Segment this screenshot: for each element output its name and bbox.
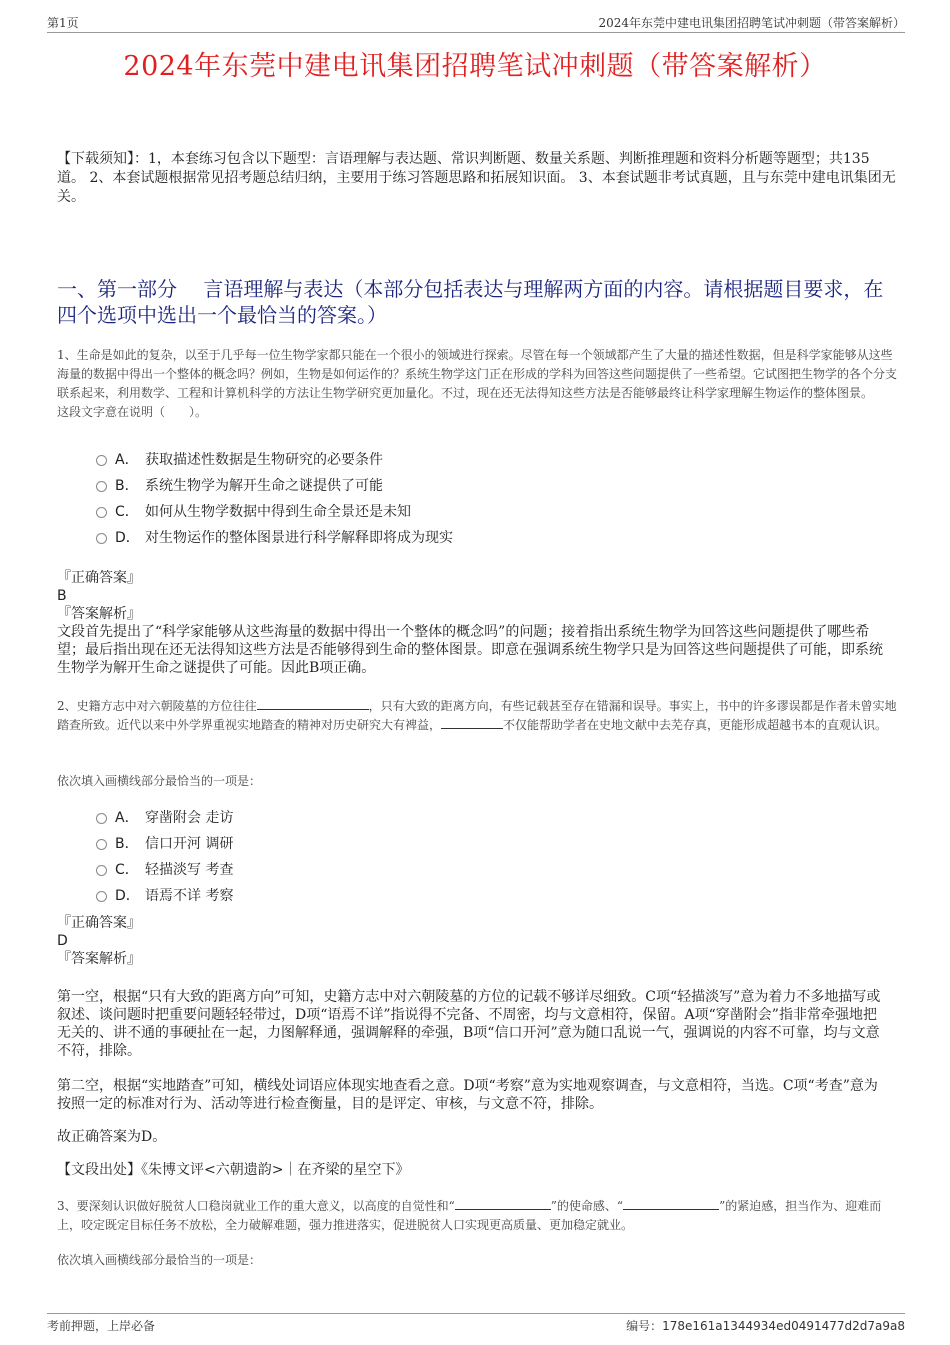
option-b[interactable]: B． 系统生物学为解开生命之谜提供了可能 <box>96 472 453 498</box>
radio-icon[interactable] <box>96 455 107 466</box>
option-a[interactable]: A． 获取描述性数据是生物研究的必要条件 <box>96 446 453 472</box>
question-2-prompt: 依次填入画横线部分最恰当的一项是： <box>57 774 262 788</box>
analysis-label: 『答案解析』 <box>57 606 141 622</box>
page-header <box>47 12 905 33</box>
question-2-options <box>96 804 233 908</box>
question-1-options <box>96 446 453 550</box>
question-3-text: 3、要深刻认识做好脱贫人口稳岗就业工作的重大意义，以高度的自觉性和“ ”的使命感、“ ”的紧迫感，担当作为、迎难而上，咬定既定目标任务不放松，全力破解难题，强力推进落实，促进脱贫人口实现更高质量、更加稳定就业。 <box>57 1199 882 1232</box>
option-d[interactable]: D． 语焉不详 考察 <box>96 882 233 908</box>
blank-line <box>455 1197 551 1210</box>
analysis-paragraph-2: 第二空，根据“实地踏查”可知，横线处词语应体现实地查看之意。D项“考察”意为实地观察调查，与文意相符，当选。C项“考查”意为按照一定的标准对行为、活动等进行检查衡量，目的是评定、审核，与文意不符，排除。 <box>57 1078 878 1112</box>
question-2-text: 2、史籍方志中对六朝陵墓的方位往往 ，只有大致的距离方向，有些记载甚至存在错漏和误导。事实上，书中的许多谬误都是作者未曾实地踏查所致。近代以来中外学界重视实地踏查的精神对历史研究大有裨益， 不仅能帮助学者在史地文献中去芜存真，更能形成超越书本的直观认识。 <box>57 699 897 732</box>
question-1-text <box>57 346 897 422</box>
question-1-answer <box>57 569 887 677</box>
answer-label: 『正确答案』 <box>57 915 141 931</box>
question-2-answer <box>57 914 887 968</box>
answer-label: 『正确答案』 <box>57 570 141 586</box>
source-citation: 【文段出处】《朱博文评<六朝遗韵>｜在齐梁的星空下》 <box>57 1162 410 1178</box>
radio-icon[interactable] <box>96 813 107 824</box>
option-a[interactable]: A． 穿凿附会 走访 <box>96 804 233 830</box>
footer-code: 编号：178e161a1344934ed0491477d2d7a9a8 <box>626 1319 905 1333</box>
option-c[interactable]: C． 如何从生物学数据中得到生命全景还是未知 <box>96 498 453 524</box>
radio-icon[interactable] <box>96 533 107 544</box>
blank-line <box>441 716 503 729</box>
radio-icon[interactable] <box>96 865 107 876</box>
answer-value: B <box>57 588 67 604</box>
radio-icon[interactable] <box>96 839 107 850</box>
option-b[interactable]: B． 信口开河 调研 <box>96 830 233 856</box>
radio-icon[interactable] <box>96 481 107 492</box>
option-d[interactable]: D． 对生物运作的整体图景进行科学解释即将成为现实 <box>96 524 453 550</box>
page-footer <box>47 1313 905 1336</box>
download-notice: 【下载须知】：1，本套练习包含以下题型：言语理解与表达题、常识判断题、数量关系题、判断推理题和资料分析题等题型；共135道。 2、本套试题根据常见招考题总结归纳，主要用于练习答题思路和拓展知识面。 3、本套试题非考试真题，且与东莞中建电讯集团无关。 <box>57 151 896 205</box>
answer-value: D <box>57 933 68 949</box>
analysis-conclusion: 故正确答案为D。 <box>57 1129 167 1145</box>
document-title: 2024年东莞中建电讯集团招聘笔试冲刺题（带答案解析） <box>123 51 827 82</box>
radio-icon[interactable] <box>96 507 107 518</box>
blank-line <box>623 1197 719 1210</box>
radio-icon[interactable] <box>96 891 107 902</box>
question-1-prompt: 这段文字意在说明（ ）。 <box>57 405 208 419</box>
analysis-label: 『答案解析』 <box>57 951 141 967</box>
option-c[interactable]: C． 轻描淡写 考查 <box>96 856 233 882</box>
analysis-paragraph-1: 第一空，根据“只有大致的距离方向”可知，史籍方志中对六朝陵墓的方位的记载不够详尽细致。C项“轻描淡写”意为着力不多地描写或叙述、谈问题时把重要问题轻轻带过，D项“语焉不详”指说得不完备、不周密，均与文意相符，保留。A项“穿凿附会”指非常牵强地把无关的、讲不通的事硬扯在一起，力图解释通，强调解释的牵强，B项“信口开河”意为随口乱说一气，强调说的内容不可靠，均与文意不符，排除。 <box>57 989 881 1059</box>
section-title: 一、第一部分 言语理解与表达（本部分包括表达与理解两方面的内容。请根据题目要求，在四个选项中选出一个最恰当的答案。） <box>57 277 884 327</box>
footer-slogan: 考前押题，上岸必备 <box>47 1319 156 1333</box>
header-doc-title: 2024年东莞中建电讯集团招聘笔试冲刺题（带答案解析） <box>598 16 905 30</box>
blank-line <box>257 697 369 710</box>
page-number: 第1页 <box>47 16 79 30</box>
question-3-prompt: 依次填入画横线部分最恰当的一项是： <box>57 1253 262 1267</box>
question-1-passage: 1、生命是如此的复杂，以至于几乎每一位生物学家都只能在一个很小的领域进行探索。尽管在每一个领域都产生了大量的描述性数据，但是科学家能够从这些海量的数据中得出一个整体的概念吗？例如，生物是如何运作的？系统生物学这门正在形成的学科为回答这些问题提供了一些希望。它试图把生物学的各个分支联系起来，利用数学、工程和计算机科学的方法让生物学研究更加量化。不过，现在还无法得知这些方法是否能够最终让科学家理解生物运作的整体图景。 <box>57 348 898 400</box>
analysis-text: 文段首先提出了“科学家能够从这些海量的数据中得出一个整体的概念吗”的问题；接着指出系统生物学为回答这些问题提供了哪些希望；最后指出现在还无法得知这些方法是否能够得到生命的整体图景。即意在强调系统生物学只是为回答这些问题提供了可能，即系统生物学为解开生命之谜提供了可能。因此B项正确。 <box>57 624 883 676</box>
